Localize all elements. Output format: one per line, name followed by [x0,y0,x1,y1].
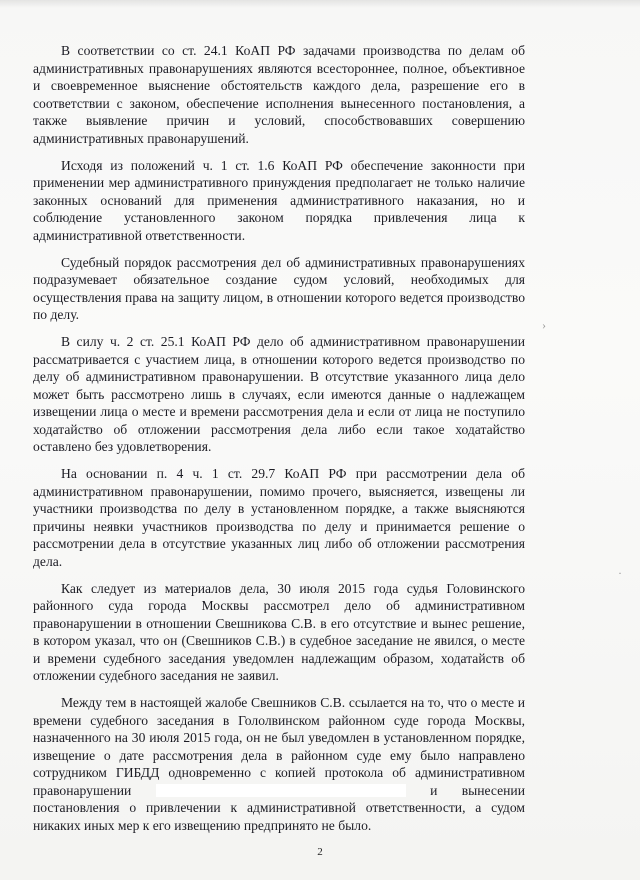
paragraph-2: Исходя из положений ч. 1 ст. 1.6 КоАП РФ обеспечение законности при применении мер административного принуждения предполагает не только наличие законных оснований для применения административного наказания, но и соблюдение установленного законом порядка привлечения лица к административной ответственности. [33,157,525,243]
paragraph-7-after: и вынесении постановления о привлечении к административной ответственности, а судом никаких иных мер к его извещению предпринято не было. [33,782,525,833]
paragraph-3: Судебный порядок рассмотрения дел об административных правонарушениях подразумевает обязательное создание судом условий, необходимых для осуществления права на защиту лицом, в отношении которого ведется производство по делу. [33,254,525,322]
page-number: 2 [317,846,323,858]
paragraph-7 [33,694,525,834]
scan-mark: › [542,318,546,332]
document-body [33,42,525,844]
paragraph-5: На основании п. 4 ч. 1 ст. 29.7 КоАП РФ при рассмотрении дела об административном правонарушении, помимо прочего, выясняется, извещены ли участники производства по делу в установленном порядке, а также выясняются причины неявки участников производства по делу и принимается решение о рассмотрении дела в отсутствие указанных лиц либо об отложении рассмотрения дела. [33,466,525,569]
paragraph-6: Как следует из материалов дела, 30 июля 2015 года судья Головинского районного суда города Москвы рассмотрел дело об административном правонарушении в отношении Свешникова С.В. в его отсутствие и вынес решение, в котором указал, что он (Свешников С.В.) в судебное заседание не явился, о месте и времени судебного заседания уведомлен надлежащим образом, ходатайств об отложении судебного заседания не заявил. [33,580,525,683]
scan-mark: · [618,566,622,580]
scan-edge-shadow [0,0,640,8]
paragraph-4: В силу ч. 2 ст. 25.1 КоАП РФ дело об административном правонарушении рассматривается с участием лица, в отношении которого ведется производство по делу об административном правонарушении. В отсутствие указанного лица дело может быть рассмотрено лишь в случаях, если имеются данные о надлежащем извещении лица о месте и времени рассмотрения дела и если от лица не поступило ходатайство об отложении рассмотрения дела либо если такое ходатайство оставлено без удовлетворения. [33,334,525,454]
paragraph-1: В соответствии со ст. 24.1 КоАП РФ задачами производства по делам об административных правонарушениях являются всестороннее, полное, объективное и своевременное выяснение обстоятельств каждого дела, разрешение его в соответствии с законом, обеспечение исполнения вынесенного постановления, а также выявление причин и условий, способствовавших совершению административных правонарушений. [33,43,525,146]
paragraph-7-before: Между тем в настоящей жалобе Свешников С.В. ссылается на то, что о месте и времени судебного заседания в Гололвинском районном суде города Москвы, назначенного на 30 июля 2015 года, он не был уведомлен в установленном порядке, извещение о дате рассмотрения дела в районном суде ему было направлено сотрудником ГИБДД одновременно с копией протокола об административном правонарушении [33,695,525,798]
redacted-block [156,784,406,797]
